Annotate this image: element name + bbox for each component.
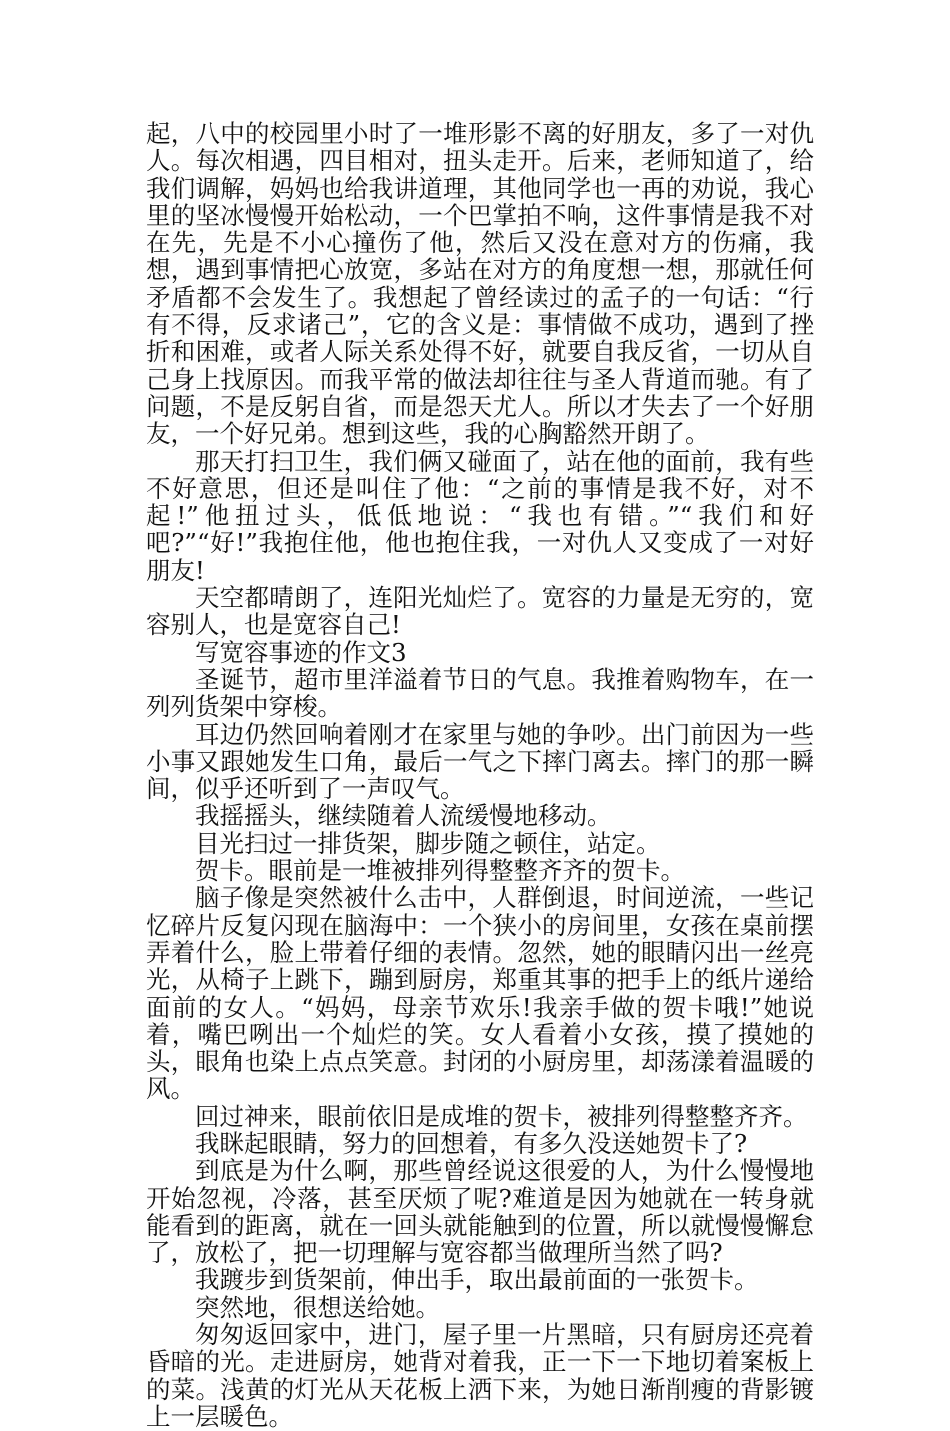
paragraph-10: 脑子像是突然被什么击中，人群倒退，时间逆流，一些记忆碎片反复闪现在脑海中：一个狭小的房间里，女孩在桌前摆弄着什么，脸上带着仔细的表情。忽然，她的眼睛闪出一丝亮光，从椅子上跳下，蹦到厨房，郑重其事的把手上的纸片递给面前的女人。“妈妈，母亲节欢乐!我亲手做的贺卡哦!”她说着，嘴巴咧出一个灿烂的笑。女人看着小女孩，摸了摸她的头，眼角也染上点点笑意。封闭的小厨房里，却荡漾着温暖的风。 [146, 883, 814, 1104]
paragraph-6: 耳边仍然回响着刚才在家里与她的争吵。出门前因为一些小事又跟她发生口角，最后一气之下摔门离去。摔门的那一瞬间，似乎还听到了一声叹气。 [146, 719, 814, 804]
paragraph-3: 天空都晴朗了，连阳光灿烂了。宽容的力量是无穷的，宽容别人，也是宽容自己! [146, 583, 814, 640]
paragraph-12: 我眯起眼睛，努力的回想着，有多久没送她贺卡了? [195, 1128, 748, 1158]
paragraph-9: 贺卡。眼前是一堆被排列得整整齐齐的贺卡。 [195, 856, 685, 886]
paragraph-5: 圣诞节，超市里洋溢着节日的气息。我推着购物车，在一列列货架中穿梭。 [146, 664, 814, 722]
paragraph-16: 匆匆返回家中，进门，屋子里一片黑暗，只有厨房还亮着昏暗的光。走进厨房，她背对着我，正一下一下地切着案板上的菜。浅黄的灯光从天花板上洒下来，为她日渐削瘦的背影镀上一层暖色。 [146, 1320, 814, 1431]
paragraph-2: 那天打扫卫生，我们俩又碰面了，站在他的面前，我有些不好意思，但还是叫住了他：“之前的事情是我不好，对不起!”他扭过头，低低地说：“我也有错。”“我们和好吧?”“好!”我抱住他，他也抱住我，一对仇人又变成了一对好朋友! [146, 446, 814, 585]
essay-title-3: 写宽容事迹的作文3 [195, 637, 407, 667]
paragraph-13: 到底是为什么啊，那些曾经说这很爱的人，为什么慢慢地开始忽视，冷落，甚至厌烦了呢?难道是因为她就在一转身就能看到的距离，就在一回头就能触到的位置，所以就慢慢懈怠了，放松了，把一切理解与宽容都当做理所当然了吗? [146, 1156, 814, 1268]
paragraph-7: 我摇摇头，继续随着人流缓慢地移动。 [195, 801, 612, 831]
paragraph-1: 起，八中的校园里小时了一堆形影不离的好朋友，多了一对仇人。每次相遇，四目相对，扭头走开。后来，老师知道了，给我们调解，妈妈也给我讲道理，其他同学也一再的劝说，我心里的坚冰慢慢开始松动，一个巴掌拍不响，这件事情是我不对在先，先是不小心撞伤了他，然后又没在意对方的伤痛，我想，遇到事情把心放宽，多站在对方的角度想一想，那就任何矛盾都不会发生了。我想起了曾经读过的孟子的一句话：“行有不得，反求诸己”，它的含义是：事情做不成功，遇到了挫折和困难，或者人际关系处得不好，就要自我反省，一切从自己身上找原因。而我平常的做法却往往与圣人背道而驰。有了问题，不是反躬自省，而是怨天尤人。所以才失去了一个好朋友，一个好兄弟。想到这些，我的心胸豁然开朗了。 [146, 119, 814, 449]
paragraph-11: 回过神来，眼前依旧是成堆的贺卡，被排列得整整齐齐。 [195, 1101, 808, 1131]
paragraph-15: 突然地，很想送给她。 [195, 1292, 440, 1322]
essay-body [146, 120, 814, 1430]
paragraph-14: 我踱步到货架前，伸出手，取出最前面的一张贺卡。 [195, 1265, 759, 1295]
paragraph-8: 目光扫过一排货架，脚步随之顿住，站定。 [195, 828, 661, 858]
